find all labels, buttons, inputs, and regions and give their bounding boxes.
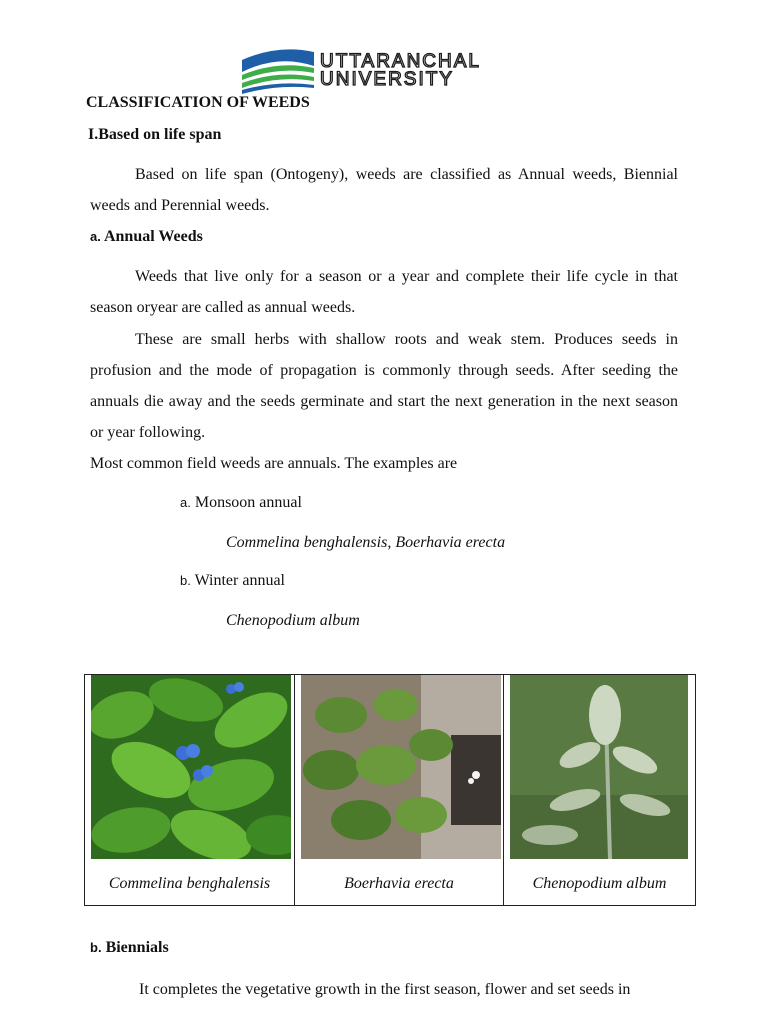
figure-cell-boerhavia	[295, 675, 504, 905]
logo-text-line2: UNIVERSITY	[320, 69, 455, 90]
section-number: I.	[88, 126, 99, 143]
list-label: Winter annual	[194, 572, 285, 589]
intro-paragraph	[90, 159, 678, 221]
annual-title: Annual Weeds	[103, 228, 203, 245]
logo-emblem-icon	[238, 44, 318, 94]
annual-heading	[90, 228, 203, 246]
annual-paragraph-3: Most common field weeds are annuals. The examples are	[90, 455, 458, 472]
intro-text: Based on life span (Ontogeny), weeds are classified as Annual weeds, Biennial weeds and Perennial weeds.	[90, 166, 678, 214]
university-logo	[238, 44, 568, 94]
annual-paragraph-1	[90, 261, 678, 323]
figure-caption: Commelina benghalensis	[108, 875, 271, 892]
chenopodium-photo-icon	[510, 675, 688, 859]
biennials-marker: b.	[90, 940, 102, 955]
biennials-paragraph: It completes the vegetative growth in the first season, flower and set seeds in	[139, 981, 631, 998]
list-label: Monsoon annual	[194, 494, 302, 511]
list-marker: b.	[180, 573, 191, 588]
document-title: CLASSIFICATION OF WEEDS	[86, 94, 310, 111]
section-heading	[88, 126, 221, 144]
commelina-photo-icon	[91, 675, 291, 859]
logo-text-line1: UTTARANCHAL	[320, 51, 481, 72]
annual-p2-text: These are small herbs with shallow roots and weak stem. Produces seeds in profusion and the mode of propagation is commonly through seeds. After seeding the annuals die away and the seeds germinate and start the next generation in the next season or year following.	[90, 331, 678, 441]
annual-marker: a.	[90, 229, 101, 244]
annual-p1-text: Weeds that live only for a season or a year and complete their life cycle in that season oryear are called as annual weeds.	[90, 268, 678, 316]
annual-paragraph-2	[90, 324, 678, 448]
section-title: Based on life span	[98, 126, 222, 143]
species-monsoon: Commelina benghalensis, Boerhavia erecta	[226, 534, 506, 551]
biennials-heading	[90, 939, 169, 957]
species-winter: Chenopodium album	[226, 612, 360, 629]
figure-cell-chenopodium	[504, 675, 695, 905]
biennials-title: Biennials	[105, 939, 169, 956]
list-item-winter	[180, 569, 285, 593]
figure-caption: Boerhavia erecta	[344, 875, 454, 892]
figure-caption: Chenopodium album	[532, 875, 667, 892]
list-marker: a.	[180, 495, 191, 510]
figure-cell-commelina	[85, 675, 295, 905]
list-item-monsoon	[180, 491, 302, 515]
boerhavia-photo-icon	[301, 675, 501, 859]
weed-photo-table	[84, 674, 696, 906]
